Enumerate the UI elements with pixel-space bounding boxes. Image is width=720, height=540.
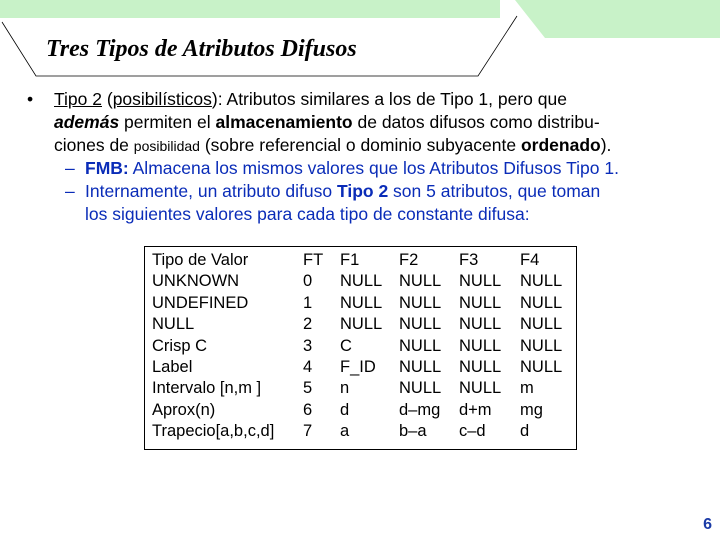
cell-f2: NULL [399,272,442,291]
cell-f2: d–mg [399,400,441,419]
bullet-1-line-2 [0,111,720,134]
after-posib: ): [211,89,227,109]
banner-left-band [0,0,500,18]
cell-f3: NULL [459,315,502,334]
col-tipo-de-valor [152,250,274,443]
cell-f4: NULL [520,336,563,355]
header-f4: F4 [520,251,540,269]
cell-f1: NULL [340,272,383,291]
posibilidad-word: posibilidad [133,138,200,154]
cell-ft: 4 [303,358,313,377]
cell-f1: n [340,379,350,398]
cell-tipo: UNDEFINED [152,293,249,312]
cell-tipo: NULL [152,315,195,334]
banner-right-band [515,0,720,38]
cell-f3: c–d [459,422,486,441]
cell-f3: d+m [459,400,492,419]
cell-f2: NULL [399,379,442,398]
cell-f3: NULL [459,379,502,398]
sub-bullet-1-body: Almacena los mismos valores que los Atributos Difusos Tipo 1. [128,158,619,178]
bullet-1-line-3-text [54,134,611,158]
cell-tipo: Trapecio[a,b,c,d] [152,422,275,441]
line3-part2: (sobre referencial o dominio subyacente [199,135,521,155]
cell-f2: NULL [399,336,442,355]
cell-f4: NULL [520,315,563,334]
header-f3: F3 [459,251,479,269]
cell-f3: NULL [459,358,502,377]
cell-tipo: UNKNOWN [152,272,240,291]
cell-f1: NULL [340,293,383,312]
line3-part3: ). [600,135,612,155]
cell-f4: NULL [520,293,563,312]
tipo2-label: Tipo 2 [54,89,102,109]
bullet-1-text [54,88,567,111]
cell-ft: 5 [303,379,313,398]
header-f2: F2 [399,251,419,269]
cell-ft: 2 [303,315,313,334]
cell-f2: b–a [399,422,427,441]
sub-bullet-2-text [85,180,600,203]
cell-f1: C [340,336,352,355]
cell-ft: 6 [303,400,313,419]
col-f3 [459,250,501,443]
fmb-label: FMB: [85,158,129,178]
sub-bullet-2-line-1 [0,180,720,203]
cell-f3: NULL [459,336,502,355]
sub2-tipo2: Tipo 2 [336,181,389,201]
header-tipo-de-valor: Tipo de Valor [152,251,249,269]
header-ft: FT [303,251,324,269]
bullet-1-line-1 [0,88,720,111]
paren-open: ( [102,89,113,109]
sub-bullet-1 [0,157,720,180]
cell-f4: d [520,422,530,441]
bullet-1-line-1-rest: Atributos similares a los de Tipo 1, pero que [226,89,567,109]
sub2-part1: Internamente, un atributo difuso [85,181,337,201]
cell-f1: F_ID [340,358,376,377]
ordenado-word: ordenado [520,135,601,155]
cell-f2: NULL [399,315,442,334]
fuzzy-values-table [144,246,577,450]
ademas-word: además [54,112,120,132]
line2-part2: de datos difusos como distribu- [352,112,600,132]
cell-f2: NULL [399,293,442,312]
sub-bullet-dash: – [65,158,75,178]
cell-f1: NULL [340,315,383,334]
cell-f1: d [340,400,350,419]
cell-tipo: Crisp C [152,336,208,355]
cell-tipo: Label [152,358,193,377]
line2-part1: permiten el [119,112,216,132]
cell-tipo: Intervalo [n,m ] [152,379,262,398]
sub-bullet-1-text [85,157,619,180]
cell-tipo: Aprox(n) [152,400,216,419]
sub-bullet-2-line-2 [0,203,720,226]
header-f1: F1 [340,251,360,269]
col-f1 [340,250,382,443]
cell-ft: 7 [303,422,313,441]
bullet-marker: • [27,89,34,109]
cell-f3: NULL [459,293,502,312]
almacenamiento-word: almacenamiento [215,112,353,132]
sub-bullet-dash: – [65,181,75,201]
bullet-1-line-3 [0,134,720,157]
cell-f4: m [520,379,534,398]
col-f2 [399,250,441,443]
line3-part1: ciones de [54,135,134,155]
posibilisticos-label: posibilísticos [112,89,212,109]
cell-f1: a [340,422,350,441]
slide-title: Tres Tipos de Atributos Difusos [46,36,357,62]
sub2-part2: son 5 atributos, que toman [388,181,601,201]
cell-f4: NULL [520,358,563,377]
cell-ft: 0 [303,272,313,291]
sub-bullet-2-line-2-text: los siguientes valores para cada tipo de constante difusa: [85,204,530,224]
cell-f3: NULL [459,272,502,291]
col-ft [303,250,323,443]
page-number: 6 [703,516,712,533]
bullet-1-line-2-text [54,111,600,134]
cell-f4: mg [520,400,543,419]
cell-ft: 1 [303,293,313,312]
cell-f4: NULL [520,272,563,291]
cell-ft: 3 [303,336,313,355]
col-f4 [520,250,562,443]
cell-f2: NULL [399,358,442,377]
